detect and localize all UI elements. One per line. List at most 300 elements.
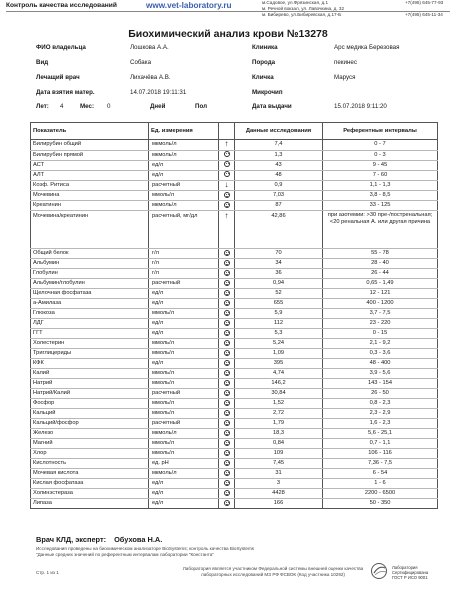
smiley-icon	[224, 480, 230, 486]
cell-value: 5,9	[235, 309, 323, 319]
cell-flag	[219, 211, 235, 249]
arrow-down-icon: ↓	[224, 180, 229, 189]
breed-value: пекинес	[334, 59, 357, 66]
microchip-label: Микрочип	[252, 89, 283, 96]
cell-flag	[219, 329, 235, 339]
ref-text: 0,8 - 2,3	[369, 400, 391, 406]
sample-date-label: Дата взятия матер.	[36, 89, 95, 96]
cell-unit: ед/л	[149, 489, 219, 499]
cell-flag	[219, 499, 235, 509]
cell-unit: ммоль/л	[149, 409, 219, 419]
table-row	[31, 289, 438, 299]
seal-line-3: ГОСТ Р ИСО 9001	[392, 575, 428, 580]
age-months-label: Мес:	[80, 103, 95, 110]
signature-name: Обухова Н.А.	[114, 535, 163, 544]
cell-ref	[323, 399, 438, 409]
cell-value: 4428	[235, 489, 323, 499]
cell-ref	[323, 191, 438, 201]
cell-ref	[323, 489, 438, 499]
cell-param: Мочевая кислота	[31, 469, 149, 479]
ref-text: 7,36 - 7,5	[367, 460, 393, 466]
ref-text: 26 - 44	[371, 270, 389, 276]
ref-text: 1,1 - 1,3	[369, 181, 391, 188]
ref-text: 3,7 - 7,5	[369, 310, 391, 316]
cell-unit: расчетный, мг/дл	[149, 211, 219, 249]
cell-value: 146,2	[235, 379, 323, 389]
smiley-icon	[224, 410, 230, 416]
cell-param: Мочевина	[31, 191, 149, 201]
cell-value: 166	[235, 499, 323, 509]
cell-ref	[323, 299, 438, 309]
cell-flag	[219, 150, 235, 160]
cell-flag	[219, 399, 235, 409]
cell-param: Фосфор	[31, 399, 149, 409]
cell-unit: ммоль/л	[149, 369, 219, 379]
issue-date-label: Дата выдачи	[252, 103, 292, 110]
cell-unit: расчетный	[149, 279, 219, 289]
smiley-icon	[224, 280, 230, 286]
table-row	[31, 191, 438, 201]
cell-unit: мкмоль/л	[149, 140, 219, 151]
cell-value: 5,24	[235, 339, 323, 349]
table-row	[31, 160, 438, 170]
breed-label: Порода	[252, 59, 276, 66]
cell-value: 48	[235, 170, 323, 180]
cell-value: 43	[235, 160, 323, 170]
ref-text: 3,9 - 5,6	[369, 370, 391, 376]
ref-text: 2200 - 6500	[364, 490, 396, 496]
cell-flag	[219, 299, 235, 309]
table-row	[31, 409, 438, 419]
header-address-2: м. Речной вокзал, ул. Лавочкина, д. 32	[262, 6, 344, 11]
nickname-value: Маруся	[334, 74, 356, 81]
arrow-up-icon: ↑	[224, 139, 229, 148]
cell-value: 2,72	[235, 409, 323, 419]
smiley-icon	[224, 440, 230, 446]
cell-ref	[323, 289, 438, 299]
cell-flag	[219, 379, 235, 389]
cell-flag	[219, 369, 235, 379]
cell-value: 36	[235, 269, 323, 279]
cell-value: 109	[235, 449, 323, 459]
cell-value: 0,9	[235, 180, 323, 191]
col-header-value: Данные исследования	[235, 123, 323, 140]
ref-text: 3,8 - 8,5	[369, 192, 391, 198]
owner-label: ФИО владельца	[36, 44, 86, 51]
method-note-1: Исследования проведены на биохимическом анализаторе BioSystems; контроль качества BioSystems	[36, 546, 255, 551]
smiley-icon	[224, 300, 230, 306]
signature-line	[36, 535, 162, 544]
sex-label: Пол	[195, 103, 208, 110]
smiley-icon	[224, 171, 230, 177]
col-header-ref: Референтные интервалы	[323, 123, 438, 140]
method-note-2: "Данные средних значений по референтным интервалам лаборатории "Константа"	[36, 552, 214, 557]
cell-unit: ед/л	[149, 160, 219, 170]
cell-flag	[219, 319, 235, 329]
cell-ref	[323, 160, 438, 170]
cell-value: 34	[235, 259, 323, 269]
cell-ref	[323, 479, 438, 489]
smiley-icon	[224, 430, 230, 436]
ref-text: 28 - 40	[371, 260, 389, 266]
age-years-value: 4	[60, 103, 64, 110]
cell-flag	[219, 289, 235, 299]
table-row	[31, 259, 438, 269]
certification-text	[392, 565, 428, 580]
cell-unit: мкмоль/л	[149, 469, 219, 479]
cell-param: Калий	[31, 369, 149, 379]
cell-ref	[323, 249, 438, 259]
cell-param: Натрий	[31, 379, 149, 389]
cell-flag	[219, 459, 235, 469]
ref-text: 0 - 3	[374, 151, 386, 158]
table-row	[31, 429, 438, 439]
cell-value: 1,3	[235, 150, 323, 160]
cell-flag	[219, 349, 235, 359]
cell-param: Липаза	[31, 499, 149, 509]
cell-value: 42,86	[235, 211, 323, 249]
table-row	[31, 479, 438, 489]
cell-param: Холинэстераза	[31, 489, 149, 499]
table-row	[31, 399, 438, 409]
cell-param: Железо	[31, 429, 149, 439]
cell-ref	[323, 439, 438, 449]
table-row	[31, 349, 438, 359]
table-row	[31, 279, 438, 289]
cell-value: 1,09	[235, 349, 323, 359]
cell-ref	[323, 449, 438, 459]
ref-text: 23 - 220	[369, 320, 391, 326]
cell-flag	[219, 259, 235, 269]
cell-param: Триглицериды	[31, 349, 149, 359]
cell-ref	[323, 259, 438, 269]
cell-param: ЛДГ	[31, 319, 149, 329]
cell-param: Коэф. Ритиса	[31, 180, 149, 191]
cell-value: 5,3	[235, 329, 323, 339]
cell-flag	[219, 170, 235, 180]
cell-unit: мкмоль/л	[149, 429, 219, 439]
cell-unit: расчетный	[149, 419, 219, 429]
table-row	[31, 389, 438, 399]
age-months-value: 0	[107, 103, 111, 110]
cell-param: Холестерин	[31, 339, 149, 349]
cell-unit: ед/л	[149, 289, 219, 299]
age-years-label: Лет:	[36, 103, 49, 110]
cell-flag	[219, 339, 235, 349]
cell-unit: ммоль/л	[149, 339, 219, 349]
cell-flag	[219, 140, 235, 151]
ref-text: 48 - 400	[369, 360, 391, 366]
cell-value: 52	[235, 289, 323, 299]
cell-param: КФК	[31, 359, 149, 369]
table-row	[31, 379, 438, 389]
cell-ref	[323, 150, 438, 160]
smiley-icon	[224, 290, 230, 296]
smiley-icon	[224, 310, 230, 316]
report-title: Биохимический анализ крови №13278	[128, 28, 328, 40]
cell-value: 7,4	[235, 140, 323, 151]
cell-param: Мочевина/креатинин	[31, 211, 149, 249]
cell-ref	[323, 339, 438, 349]
table-row	[31, 489, 438, 499]
cell-flag	[219, 201, 235, 211]
certification-seal-icon	[370, 562, 390, 580]
cell-value: 70	[235, 249, 323, 259]
table-row	[31, 419, 438, 429]
cell-value: 31	[235, 469, 323, 479]
cell-unit: ед/л	[149, 479, 219, 489]
header-address-1: м.Садовое, ул.Фрязинская, д.1	[262, 0, 329, 5]
cell-param: Натрий/Калий	[31, 389, 149, 399]
cell-ref	[323, 140, 438, 151]
cell-flag	[219, 489, 235, 499]
cell-param: Магний	[31, 439, 149, 449]
cell-unit: ммоль/л	[149, 191, 219, 201]
cell-value: 655	[235, 299, 323, 309]
ref-text: 50 - 350	[369, 500, 391, 506]
cell-param: Креатинин	[31, 201, 149, 211]
ref-text: 26 - 50	[371, 390, 389, 396]
ref-text: 0,7 - 1,1	[369, 440, 391, 446]
results-table	[30, 122, 438, 509]
ref-text: при азотемии: >30 пре-/постренальная; <20 ренальная А. или другая причина	[327, 212, 433, 226]
cell-param: а-Амилаза	[31, 299, 149, 309]
ref-text: 106 - 116	[368, 450, 392, 456]
col-header-param: Показатель	[31, 123, 149, 140]
col-header-unit: Ед. измерения	[149, 123, 219, 140]
clinic-value: Арс медика Березовая	[334, 44, 400, 51]
cell-ref	[323, 369, 438, 379]
cell-param: Билирубин прямой	[31, 150, 149, 160]
cell-param: Кислая фосфатаза	[31, 479, 149, 489]
cell-ref	[323, 469, 438, 479]
cell-ref	[323, 409, 438, 419]
cell-flag	[219, 160, 235, 170]
smiley-icon	[224, 370, 230, 376]
cell-ref	[323, 211, 438, 249]
cell-unit: мкмоль/л	[149, 201, 219, 211]
table-row	[31, 170, 438, 180]
smiley-icon	[224, 390, 230, 396]
table-row	[31, 329, 438, 339]
smiley-icon	[224, 360, 230, 366]
cell-value: 1,52	[235, 399, 323, 409]
seal-line-2: Сертифицирована	[392, 570, 429, 575]
cell-ref	[323, 269, 438, 279]
cell-unit: расчетный	[149, 389, 219, 399]
cell-flag	[219, 469, 235, 479]
cell-ref	[323, 309, 438, 319]
seal-line-1: Лаборатория	[392, 565, 418, 570]
cell-unit: ммоль/л	[149, 399, 219, 409]
table-row	[31, 201, 438, 211]
cell-unit: ед/л	[149, 319, 219, 329]
clinic-label: Клиника	[252, 44, 278, 51]
cell-flag	[219, 449, 235, 459]
cell-param: Билирубин общий	[31, 140, 149, 151]
ref-text: 1,6 - 2,3	[369, 420, 391, 426]
cell-ref	[323, 429, 438, 439]
cell-param: АЛТ	[31, 170, 149, 180]
smiley-icon	[224, 161, 230, 167]
cell-ref	[323, 419, 438, 429]
cell-ref	[323, 379, 438, 389]
cell-ref	[323, 319, 438, 329]
cell-unit: ммоль/л	[149, 379, 219, 389]
ref-text: 400 - 1200	[366, 300, 394, 306]
cell-unit: г/л	[149, 259, 219, 269]
cell-flag	[219, 180, 235, 191]
header-title: Контроль качества исследований	[6, 2, 117, 9]
smiley-icon	[224, 270, 230, 276]
cell-unit: ед/л	[149, 499, 219, 509]
cell-param: Глобулин	[31, 269, 149, 279]
cell-unit: расчетный	[149, 180, 219, 191]
table-row	[31, 140, 438, 151]
table-row	[31, 299, 438, 309]
smiley-icon	[224, 260, 230, 266]
cell-unit: ммоль/л	[149, 309, 219, 319]
cell-ref	[323, 349, 438, 359]
table-row	[31, 150, 438, 160]
cell-flag	[219, 249, 235, 259]
header-url-link[interactable]: www.vet-laboratory.ru	[146, 1, 232, 10]
smiley-icon	[224, 380, 230, 386]
cell-value: 7,03	[235, 191, 323, 201]
cell-flag	[219, 419, 235, 429]
age-days-label: Дней	[150, 103, 166, 110]
doctor-value: Лихачёва А.В.	[130, 74, 171, 81]
signature-label: Врач КЛД, эксперт:	[36, 535, 107, 544]
cell-param: АСТ	[31, 160, 149, 170]
cell-unit: ед. pH	[149, 459, 219, 469]
cell-ref	[323, 329, 438, 339]
ref-text: 9 - 45	[372, 161, 388, 168]
arrow-up-icon: ↑	[224, 211, 229, 220]
cell-ref	[323, 201, 438, 211]
table-row	[31, 469, 438, 479]
cell-flag	[219, 279, 235, 289]
table-row	[31, 211, 438, 249]
cell-unit: г/л	[149, 269, 219, 279]
smiley-icon	[224, 340, 230, 346]
table-header-row	[31, 123, 438, 140]
table-row	[31, 449, 438, 459]
cell-value: 87	[235, 201, 323, 211]
cell-unit: ед/л	[149, 299, 219, 309]
cell-value: 4,74	[235, 369, 323, 379]
ref-text: 1 - 6	[374, 480, 386, 486]
cell-unit: ммоль/л	[149, 449, 219, 459]
sample-date-value: 14.07.2018 19:11:31	[130, 89, 187, 96]
cell-unit: ед/л	[149, 170, 219, 180]
smiley-icon	[224, 250, 230, 256]
cell-param: Глюкоза	[31, 309, 149, 319]
cell-flag	[219, 389, 235, 399]
cell-value: 0,94	[235, 279, 323, 289]
ref-text: 33 - 125	[369, 202, 391, 208]
page-counter: Стр. 1 из 1	[36, 570, 59, 575]
species-value: Собака	[130, 59, 152, 66]
ref-text: 0 - 15	[372, 330, 388, 336]
smiley-icon	[224, 151, 230, 157]
table-row	[31, 319, 438, 329]
accreditation-note	[150, 566, 396, 577]
cell-flag	[219, 191, 235, 201]
cell-flag	[219, 479, 235, 489]
accreditation-line-2: лабораторных исследований МЗ РФ ФСВОК (Код участника 10292)	[201, 571, 345, 577]
cell-flag	[219, 439, 235, 449]
accreditation-line-1: Лаборатория является участником Федеральной системы внешней оценки качества	[182, 566, 364, 571]
smiley-icon	[224, 460, 230, 466]
cell-param: Альбумин	[31, 259, 149, 269]
cell-unit: ед/л	[149, 329, 219, 339]
cell-ref	[323, 279, 438, 289]
cell-param: Общий белок	[31, 249, 149, 259]
cell-flag	[219, 409, 235, 419]
cell-value: 7,45	[235, 459, 323, 469]
nickname-label: Кличка	[252, 74, 274, 81]
ref-text: 55 - 78	[371, 250, 389, 256]
cell-ref	[323, 170, 438, 180]
cell-ref	[323, 499, 438, 509]
table-row	[31, 499, 438, 509]
smiley-icon	[224, 450, 230, 456]
header-phone-2: +7(495) 645-11-34	[405, 12, 443, 17]
cell-value: 3	[235, 479, 323, 489]
cell-ref	[323, 459, 438, 469]
ref-text: 0 - 7	[374, 141, 386, 148]
cell-flag	[219, 359, 235, 369]
ref-text: 7 - 60	[372, 171, 388, 178]
cell-param: Хлор	[31, 449, 149, 459]
header-phone-1: +7(495) 645-77-93	[405, 0, 444, 5]
cell-ref	[323, 180, 438, 191]
smiley-icon	[224, 420, 230, 426]
cell-value: 30,84	[235, 389, 323, 399]
table-row	[31, 339, 438, 349]
smiley-icon	[224, 202, 230, 208]
cell-flag	[219, 309, 235, 319]
table-row	[31, 439, 438, 449]
table-row	[31, 359, 438, 369]
smiley-icon	[224, 330, 230, 336]
header-divider	[6, 11, 450, 12]
cell-ref	[323, 359, 438, 369]
table-row	[31, 369, 438, 379]
cell-param: Альбумин/глобулин	[31, 279, 149, 289]
ref-text: 12 - 121	[369, 290, 391, 296]
smiley-icon	[224, 500, 230, 506]
cell-value: 112	[235, 319, 323, 329]
header-address-3: м. Бибирево, ул.Бибиревская, д.17-Б	[262, 12, 342, 17]
cell-ref	[323, 389, 438, 399]
cell-unit: ед/л	[149, 359, 219, 369]
table-row	[31, 249, 438, 259]
ref-text: 143 - 154	[367, 380, 393, 386]
ref-text: 5,6 - 25,1	[367, 430, 393, 436]
smiley-icon	[224, 490, 230, 496]
cell-value: 1,79	[235, 419, 323, 429]
smiley-icon	[224, 350, 230, 356]
smiley-icon	[224, 400, 230, 406]
table-row	[31, 269, 438, 279]
smiley-icon	[224, 320, 230, 326]
table-row	[31, 180, 438, 191]
cell-param: Щелочная фосфатаза	[31, 289, 149, 299]
table-row	[31, 309, 438, 319]
ref-text: 2,1 - 9,2	[369, 340, 391, 346]
